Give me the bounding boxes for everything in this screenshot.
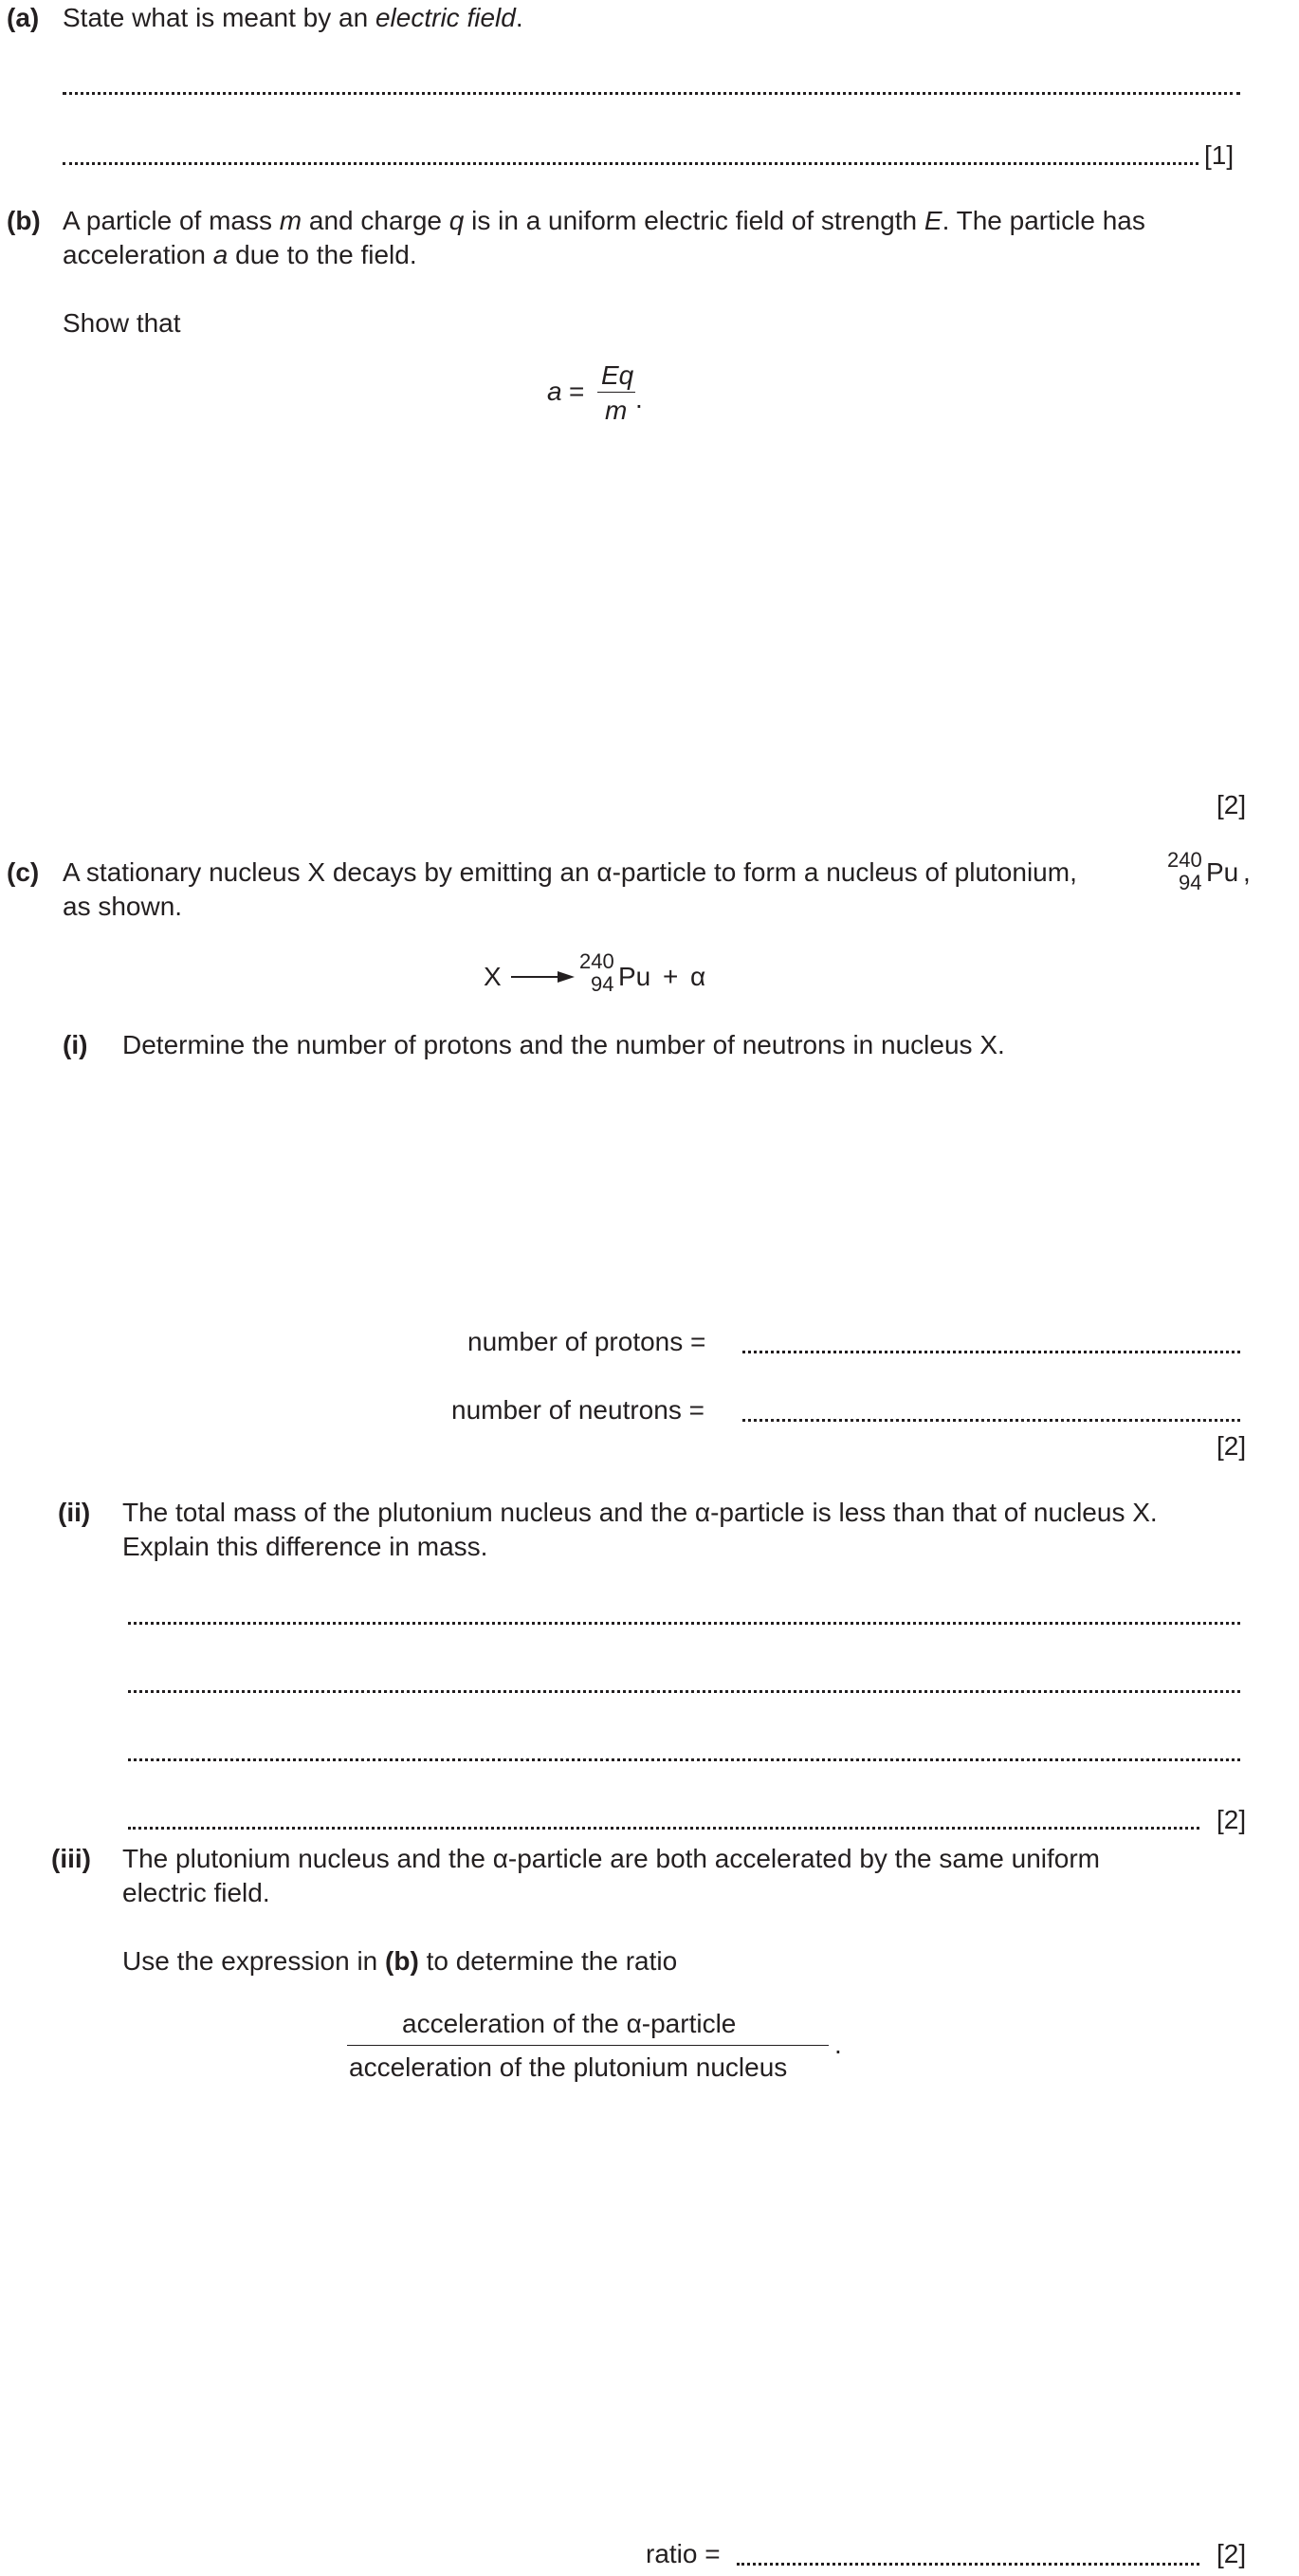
part-c-ii-line-1: The total mass of the plutonium nucleus and the α-particle is less than that of nucleus X. — [122, 1498, 1158, 1527]
pu-mass-number: 240 — [1167, 848, 1202, 872]
part-a-answer-line-2[interactable] — [63, 162, 1198, 165]
part-c-iii-label: (iii) — [51, 1844, 91, 1873]
part-c-iii-line-1: The plutonium nucleus and the α-particle are both accelerated by the same uniform — [122, 1844, 1100, 1873]
equation-numerator: Eq — [601, 360, 634, 390]
equation-equals: = — [569, 377, 585, 406]
decay-pu-symbol: Pu — [618, 962, 651, 991]
part-c-i-label: (i) — [63, 1030, 88, 1059]
decay-pu-atomic: 94 — [591, 972, 614, 996]
part-c-ii-label: (ii) — [58, 1498, 91, 1527]
decay-parent-x: X — [484, 962, 502, 991]
pu-symbol: Pu — [1206, 857, 1239, 887]
ratio-answer-line[interactable] — [737, 2563, 1199, 2566]
part-b-marks: [2] — [1217, 790, 1247, 819]
part-a-question: State what is meant by an electric field. — [63, 3, 523, 32]
protons-label: number of protons = — [467, 1327, 706, 1356]
part-b-label: (b) — [7, 206, 41, 235]
protons-answer-line[interactable] — [742, 1351, 1240, 1353]
neutrons-label: number of neutrons = — [451, 1395, 704, 1425]
decay-pu-mass: 240 — [579, 949, 614, 973]
part-c-ii-answer-line-3[interactable] — [128, 1758, 1240, 1761]
part-b-show-that: Show that — [63, 308, 181, 338]
part-c-ii-answer-line-4[interactable] — [128, 1827, 1199, 1830]
part-a-answer-line-1[interactable] — [63, 92, 1240, 95]
equation-denominator: m — [605, 396, 628, 425]
part-b-line-1: A particle of mass m and charge q is in a uniform electric field of strength E. The particle has — [63, 206, 1145, 235]
pu-atomic-number: 94 — [1179, 871, 1202, 894]
ratio-label: ratio = — [646, 2539, 721, 2568]
pu-comma: , — [1243, 857, 1251, 887]
part-c-iii-line-3: Use the expression in (b) to determine the ratio — [122, 1946, 678, 1976]
equation-lhs: a — [547, 377, 562, 406]
part-c-label: (c) — [7, 857, 40, 887]
equation-fraction-bar — [597, 392, 635, 393]
part-b-line-2: acceleration a due to the field. — [63, 240, 417, 269]
part-c-line-1: A stationary nucleus X decays by emitting an α-particle to form a nucleus of plutonium, — [63, 857, 1077, 887]
part-c-ii-answer-line-1[interactable] — [128, 1622, 1240, 1625]
part-c-iii-line-2: electric field. — [122, 1878, 270, 1907]
decay-alpha: α — [690, 962, 706, 991]
part-c-i-working-space[interactable] — [122, 1072, 1241, 1299]
neutrons-answer-line[interactable] — [742, 1419, 1240, 1422]
ratio-denominator: acceleration of the plutonium nucleus — [349, 2052, 788, 2082]
ratio-period: . — [834, 2030, 842, 2059]
part-c-line-2: as shown. — [63, 892, 183, 921]
part-c-ii-answer-line-2[interactable] — [128, 1690, 1240, 1693]
equation-period: . — [635, 384, 643, 414]
part-c-i-question: Determine the number of protons and the number of neutrons in nucleus X. — [122, 1030, 1005, 1059]
ratio-numerator: acceleration of the α-particle — [402, 2009, 737, 2038]
part-b-working-space[interactable] — [63, 436, 1240, 778]
part-c-ii-line-2: Explain this difference in mass. — [122, 1532, 488, 1561]
part-c-i-marks: [2] — [1217, 1431, 1247, 1461]
part-a-marks: [1] — [1204, 140, 1235, 170]
part-c-iii-working-space[interactable] — [122, 2106, 1241, 2523]
decay-plus: + — [663, 962, 679, 991]
ratio-fraction-bar — [347, 2045, 829, 2046]
part-a-label: (a) — [7, 3, 40, 32]
part-c-ii-marks: [2] — [1217, 1805, 1247, 1834]
decay-arrow-icon — [510, 966, 576, 988]
part-c-iii-marks: [2] — [1217, 2539, 1247, 2568]
